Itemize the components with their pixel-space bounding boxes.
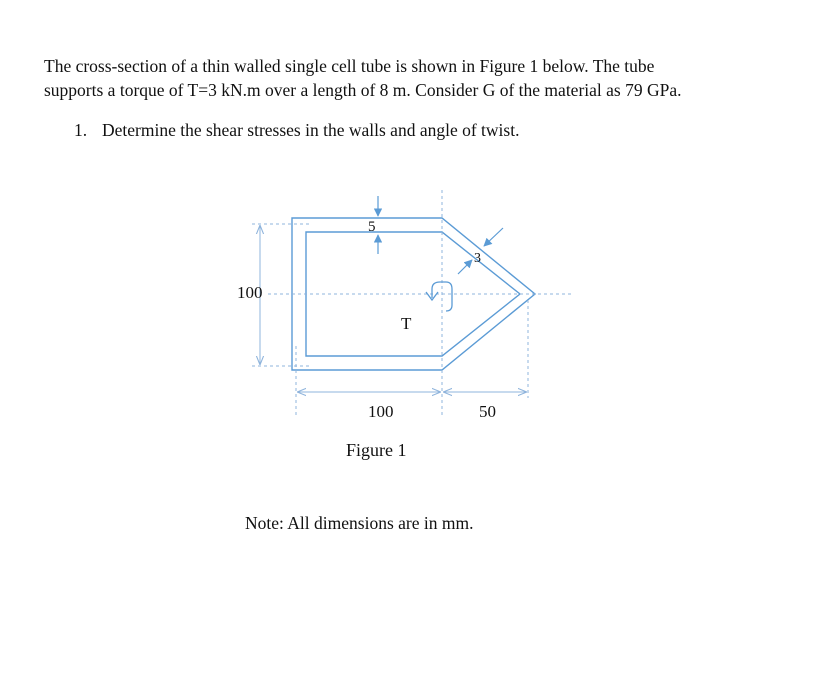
problem-line-2: supports a torque of T=3 kN.m over a length of 8 m. Consider G of the material as 79 GPa. — [44, 80, 682, 100]
top-wall-thickness-label: 5 — [368, 219, 376, 235]
dimension-note: Note: All dimensions are in mm. — [245, 513, 474, 533]
torque-arrow-icon — [426, 282, 452, 311]
triangle-width-label: 50 — [479, 402, 496, 421]
problem-line-1: The cross-section of a thin walled single cell tube is shown in Figure 1 below. The tube — [44, 56, 655, 76]
slant-wall-thickness-label: 3 — [474, 251, 481, 266]
centerlines — [252, 190, 572, 418]
torque-label: T — [401, 314, 412, 333]
height-dimension-label: 100 — [237, 283, 263, 302]
question-text: Determine the shear stresses in the walls and angle of twist. — [102, 120, 520, 140]
rect-width-label: 100 — [368, 402, 394, 421]
question-number: 1. — [74, 120, 88, 140]
figure-caption: Figure 1 — [346, 440, 407, 460]
